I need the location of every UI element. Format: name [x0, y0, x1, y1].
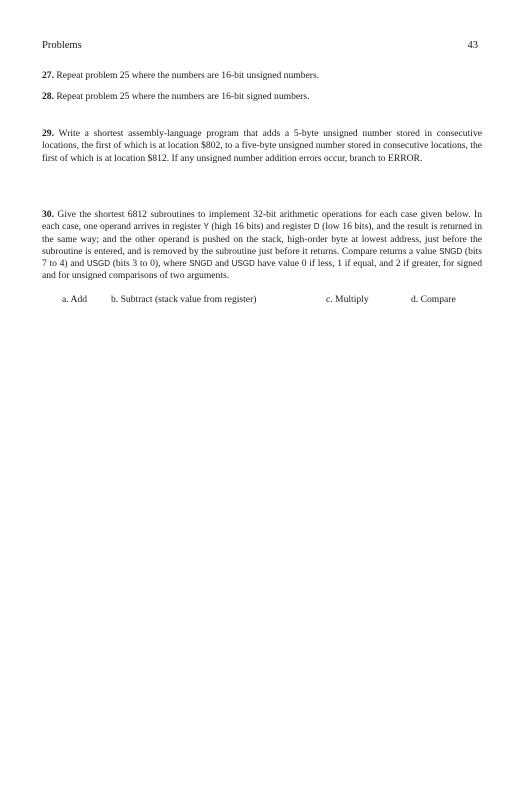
register-d: D: [313, 222, 320, 232]
section-title: Problems: [42, 40, 82, 51]
problem-number: 29.: [42, 128, 54, 139]
problem-text: (bits 3 to 0), where: [110, 258, 190, 270]
problem-text: Repeat problem 25 where the numbers are 16-bit signed numbers.: [54, 91, 310, 102]
usgd-term: USGD: [231, 259, 255, 269]
problem-text: have value 0 if less, 1 if equal, and 2 if greater, for signed and for unsigned comparisons of two arguments.: [42, 258, 482, 282]
usgd-term: USGD: [86, 259, 110, 269]
option-subtract: b. Subtract (stack value from register): [111, 294, 257, 305]
problem-text: Give the shortest 6812 subroutines to implement 32-bit arithmetic operations for each case given below. In each case, one operand arrives in register: [42, 209, 482, 233]
problem-text: and: [212, 258, 232, 270]
problem-27: [42, 70, 482, 82]
option-multiply: c. Multiply: [326, 294, 369, 305]
option-add: a. Add: [62, 294, 88, 305]
running-head: [42, 40, 478, 54]
problem-30: [42, 209, 482, 283]
sngd-term: SNGD: [439, 246, 463, 256]
option-compare: d. Compare: [411, 294, 456, 305]
problem-text: (high 16 bits) and register: [208, 221, 314, 233]
problem-number: 28.: [42, 91, 54, 102]
problem-28: [42, 91, 482, 103]
problem-text: Repeat problem 25 where the numbers are 16-bit unsigned numbers.: [54, 70, 320, 81]
problem-text: (bits 7 to 4) and: [42, 245, 482, 270]
page-number: 43: [467, 40, 478, 51]
problem-text: Write a shortest assembly-language program that adds a 5-byte unsigned number stored in consecutive locations, the first of which is at location $802, to a five-byte unsigned number stored in consecutive locations, the first of which is at location $812. If any unsigned number addition errors occur, branch to ERROR.: [42, 128, 482, 164]
problem-text: (low 16 bits), and the result is returned in the same way; and the other operand is pushed on the stack, high-order byte at lowest address, just before the subroutine is entered, and is removed by the subroutine just before it returns. Compare returns a value: [42, 221, 482, 257]
register-y: Y: [203, 222, 209, 232]
problem-number: 27.: [42, 70, 54, 81]
problem-number: 30.: [42, 209, 54, 220]
problem-29: [42, 128, 482, 165]
sngd-term: SNGD: [189, 259, 213, 269]
